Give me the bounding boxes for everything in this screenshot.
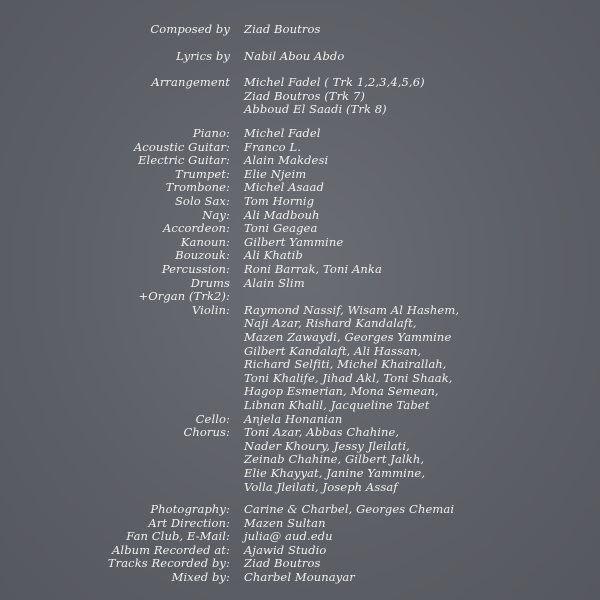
- credit-value: Elie Njeim: [244, 166, 307, 181]
- credit-values: [244, 304, 600, 413]
- credit-value: Michel Asaad: [244, 180, 324, 195]
- credit-values: [244, 544, 600, 558]
- credit-label: Art Direction:: [148, 515, 230, 530]
- credit-label: Fan Club, E-Mail:: [126, 529, 230, 544]
- credit-row: [0, 426, 600, 494]
- credit-row: [0, 154, 600, 168]
- credit-value: Michel Fadel: [244, 126, 321, 140]
- credit-row: [0, 168, 600, 182]
- credit-value: Franco L.: [244, 139, 301, 154]
- credit-row: [0, 413, 600, 427]
- credit-value: Ziad Boutros (Trk 7): [244, 88, 366, 103]
- credit-values: [244, 277, 600, 291]
- credit-row: [0, 277, 600, 291]
- credit-row: [0, 290, 600, 304]
- credit-row: [0, 517, 600, 531]
- credit-value: Naji Azar, Rishard Kandalaft,: [244, 316, 417, 331]
- credit-label: Accordeon:: [163, 221, 230, 236]
- credit-label: Tracks Recorded by:: [107, 556, 230, 571]
- credit-values: [244, 249, 600, 263]
- credit-value: Mazen Zawaydi, Georges Yammine: [244, 329, 452, 344]
- credit-value: Toni Geagea: [244, 221, 318, 236]
- credit-row: [0, 249, 600, 263]
- credit-value: Raymond Nassif, Wisam Al Hashem,: [244, 302, 460, 317]
- credit-value: Libnan Khalil, Jacqueline Tabet: [244, 397, 430, 412]
- credit-values: [244, 503, 600, 517]
- credit-row: [0, 127, 600, 141]
- credit-label: Arrangement: [151, 75, 230, 89]
- credit-row: [0, 304, 600, 413]
- credit-value: Toni Azar, Abbas Chahine,: [244, 425, 400, 440]
- credit-label: Violin:: [191, 302, 230, 317]
- credit-value: Volla Jleilati, Joseph Assaf: [244, 479, 398, 494]
- credit-label: Composed by: [150, 22, 230, 36]
- credit-value: Michel Fadel ( Trk 1,2,3,4,5,6): [244, 75, 425, 89]
- credit-values: [244, 290, 600, 304]
- credit-value: Zeinab Chahine, Gilbert Jalkh,: [244, 452, 425, 467]
- credit-label: Chorus:: [183, 425, 230, 440]
- credit-row: [0, 222, 600, 236]
- credit-values: [244, 127, 600, 141]
- credit-row: [0, 50, 600, 64]
- credit-label: +Organ (Trk2):: [138, 289, 230, 304]
- credit-value: Roni Barrak, Toni Anka: [244, 262, 382, 276]
- credit-value: Mazen Sultan: [244, 515, 326, 530]
- credit-row: [0, 571, 600, 585]
- credit-row: [0, 23, 600, 37]
- credit-label: Solo Sax:: [174, 194, 230, 208]
- credit-label: Album Recorded at:: [112, 542, 230, 557]
- credit-row: [0, 544, 600, 558]
- credit-label: Percussion:: [161, 262, 230, 276]
- credit-values: [244, 195, 600, 209]
- credit-label: Trombone:: [165, 180, 230, 195]
- credit-values: [244, 76, 600, 117]
- credit-values: [244, 557, 600, 571]
- credit-value: Ziad Boutros: [244, 556, 321, 571]
- credit-row: [0, 181, 600, 195]
- credit-label: Lyrics by: [176, 49, 230, 63]
- credit-values: [244, 23, 600, 37]
- credit-value: julia@ aud.edu: [244, 529, 333, 544]
- credit-values: [244, 222, 600, 236]
- credit-label: Cello:: [195, 411, 230, 426]
- credit-value: Ajawid Studio: [244, 542, 327, 557]
- credit-values: [244, 426, 600, 494]
- credit-value: Hagop Esmerian, Mona Semean,: [244, 384, 439, 399]
- credit-row: [0, 195, 600, 209]
- credit-values: [244, 571, 600, 585]
- credit-row: [0, 236, 600, 250]
- credit-value: Anjela Honanian: [244, 411, 343, 426]
- credit-value: Elie Khayyat, Janine Yammine,: [244, 465, 426, 480]
- credit-label: Trumpet:: [175, 166, 230, 181]
- credit-row: [0, 263, 600, 277]
- credit-label: Mixed by:: [171, 570, 230, 584]
- credit-value: Alain Makdesi: [244, 153, 329, 168]
- credit-label: Electric Guitar:: [138, 153, 230, 168]
- credit-value: Gilbert Kandalaft, Ali Hassan,: [244, 343, 422, 358]
- credit-row: [0, 503, 600, 517]
- credit-label: Acoustic Guitar:: [133, 139, 230, 154]
- credit-values: [244, 413, 600, 427]
- credit-value: Ali Madbouh: [244, 207, 320, 222]
- credit-row: [0, 76, 600, 117]
- credit-values: [244, 181, 600, 195]
- credit-values: [244, 141, 600, 155]
- credit-label: Nay:: [202, 207, 230, 222]
- credit-row: [0, 209, 600, 223]
- credit-value: Ali Khatib: [244, 248, 303, 263]
- credit-label: Drums: [190, 275, 230, 290]
- credit-values: [244, 517, 600, 531]
- credit-row: [0, 557, 600, 571]
- credit-values: [244, 168, 600, 182]
- credit-values: [244, 50, 600, 64]
- credit-value: Nabil Abou Abdo: [244, 49, 345, 63]
- credit-label: Photography:: [150, 502, 230, 516]
- credit-value: Charbel Mounayar: [244, 570, 355, 584]
- credit-label: Kanoun:: [180, 234, 230, 249]
- credit-label: Bouzouk:: [175, 248, 230, 263]
- credit-value: Toni Khalife, Jihad Akl, Toni Shaak,: [244, 370, 453, 385]
- credit-values: [244, 263, 600, 277]
- credit-row: [0, 530, 600, 544]
- credit-value: Abboud El Saadi (Trk 8): [244, 102, 387, 117]
- credit-value: Richard Selfiti, Michel Khairallah,: [244, 357, 447, 372]
- credit-values: [244, 209, 600, 223]
- credit-values: [244, 236, 600, 250]
- credit-values: [244, 154, 600, 168]
- credit-value: Alain Slim: [244, 275, 305, 290]
- credit-value: Ziad Boutros: [244, 22, 321, 36]
- credit-value: Gilbert Yammine: [244, 234, 344, 249]
- credit-row: [0, 141, 600, 155]
- credit-value: Nader Khoury, Jessy Jleilati,: [244, 438, 410, 453]
- credit-value: Carine & Charbel, Georges Chemai: [244, 502, 455, 516]
- credit-value: Tom Hornig: [244, 194, 315, 208]
- credit-values: [244, 530, 600, 544]
- credit-label: Piano:: [192, 126, 230, 140]
